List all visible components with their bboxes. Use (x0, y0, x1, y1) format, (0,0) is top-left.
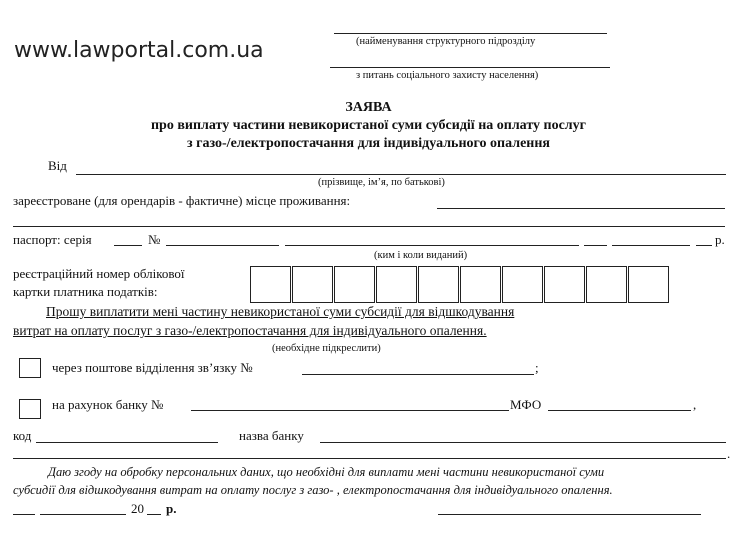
doc-title: ЗАЯВА (345, 100, 392, 115)
from-label: Від (48, 158, 67, 173)
unit-name-line-2[interactable] (330, 67, 610, 68)
consent-line-1: Даю згоду на обробку персональних даних, що необхідні для виплати мені частини невикористаної суми (48, 465, 605, 479)
doc-subtitle-1: про виплату частини невикористаної суми субсидії на оплату послуг (150, 118, 587, 133)
passport-month-field[interactable] (612, 245, 690, 246)
residence-field-2[interactable] (13, 226, 725, 227)
date-year-suffix: р. (166, 501, 177, 516)
bank-code-field[interactable] (36, 442, 218, 443)
passport-number-label: № (148, 232, 161, 247)
request-line-1: Прошу виплатити мені частину невикористаної суми субсидії для відшкодування (46, 304, 515, 319)
passport-year-suffix: р. (715, 232, 725, 247)
bank-account-checkbox[interactable] (19, 399, 41, 419)
residence-label: зареєстроване (для орендарів - фактичне) місце проживання: (13, 193, 351, 208)
bank-end: . (727, 446, 731, 461)
request-line-2: витрат на оплату послуг з газо-/електропостачання для індивідуального опалення. (13, 323, 487, 338)
date-day-field[interactable] (13, 514, 35, 515)
bank-name-field-2[interactable] (13, 458, 726, 459)
doc-subtitle-2: з газо-/електропостачання для індивідуального опалення (186, 136, 550, 151)
bank-account-label: на рахунок банку № (52, 397, 164, 412)
tax-id-cell[interactable] (418, 266, 459, 303)
tax-id-cell[interactable] (250, 266, 291, 303)
bank-name-label: назва банку (239, 428, 304, 443)
residence-field[interactable] (437, 208, 725, 209)
unit-caption: (найменування структурного підрозділу (356, 36, 536, 47)
tax-id-label-2: картки платника податків: (13, 284, 158, 299)
passport-number-field[interactable] (166, 245, 279, 246)
bank-account-field[interactable] (191, 410, 509, 411)
unit-name-line[interactable] (334, 33, 607, 34)
tax-id-cell[interactable] (544, 266, 585, 303)
tax-id-cell[interactable] (628, 266, 669, 303)
tax-id-label-1: реєстраційний номер облікової (13, 266, 185, 281)
from-name-field[interactable] (76, 174, 726, 175)
post-office-checkbox[interactable] (19, 358, 41, 378)
passport-series-field[interactable] (114, 245, 142, 246)
passport-day-field[interactable] (584, 245, 607, 246)
post-office-number-field[interactable] (302, 374, 534, 375)
date-month-field[interactable] (40, 514, 126, 515)
consent-line-2: субсидії для відшкодування витрат на оплату послуг з газо- , електропостачання для індивідуального опалення. (13, 483, 613, 497)
signature-field[interactable] (438, 514, 701, 515)
tax-id-cell[interactable] (334, 266, 375, 303)
mfo-field[interactable] (548, 410, 691, 411)
passport-series-label: паспорт: серія (13, 232, 92, 247)
bank-account-end: , (693, 397, 697, 412)
passport-caption: (ким і коли виданий) (374, 250, 468, 261)
tax-id-cell[interactable] (460, 266, 501, 303)
request-caption: (необхідне підкреслити) (272, 343, 381, 354)
from-caption: (прізвище, ім’я, по батькові) (318, 177, 445, 188)
passport-year-field[interactable] (696, 245, 712, 246)
tax-id-cell[interactable] (586, 266, 627, 303)
date-year-prefix: 20 (131, 501, 144, 516)
bank-name-field[interactable] (320, 442, 726, 443)
bank-code-label: код (13, 428, 32, 443)
watermark-text: www.lawportal.com.ua (14, 38, 264, 63)
date-year-field[interactable] (147, 514, 161, 515)
tax-id-cell[interactable] (376, 266, 417, 303)
tax-id-cell[interactable] (502, 266, 543, 303)
unit-caption-2: з питань соціального захисту населення) (356, 70, 539, 81)
mfo-label: МФО (510, 397, 542, 412)
post-office-label: через поштове відділення зв’язку № (52, 360, 253, 375)
post-office-end: ; (535, 360, 539, 375)
tax-id-cell[interactable] (292, 266, 333, 303)
passport-issued-by-field[interactable] (285, 245, 579, 246)
